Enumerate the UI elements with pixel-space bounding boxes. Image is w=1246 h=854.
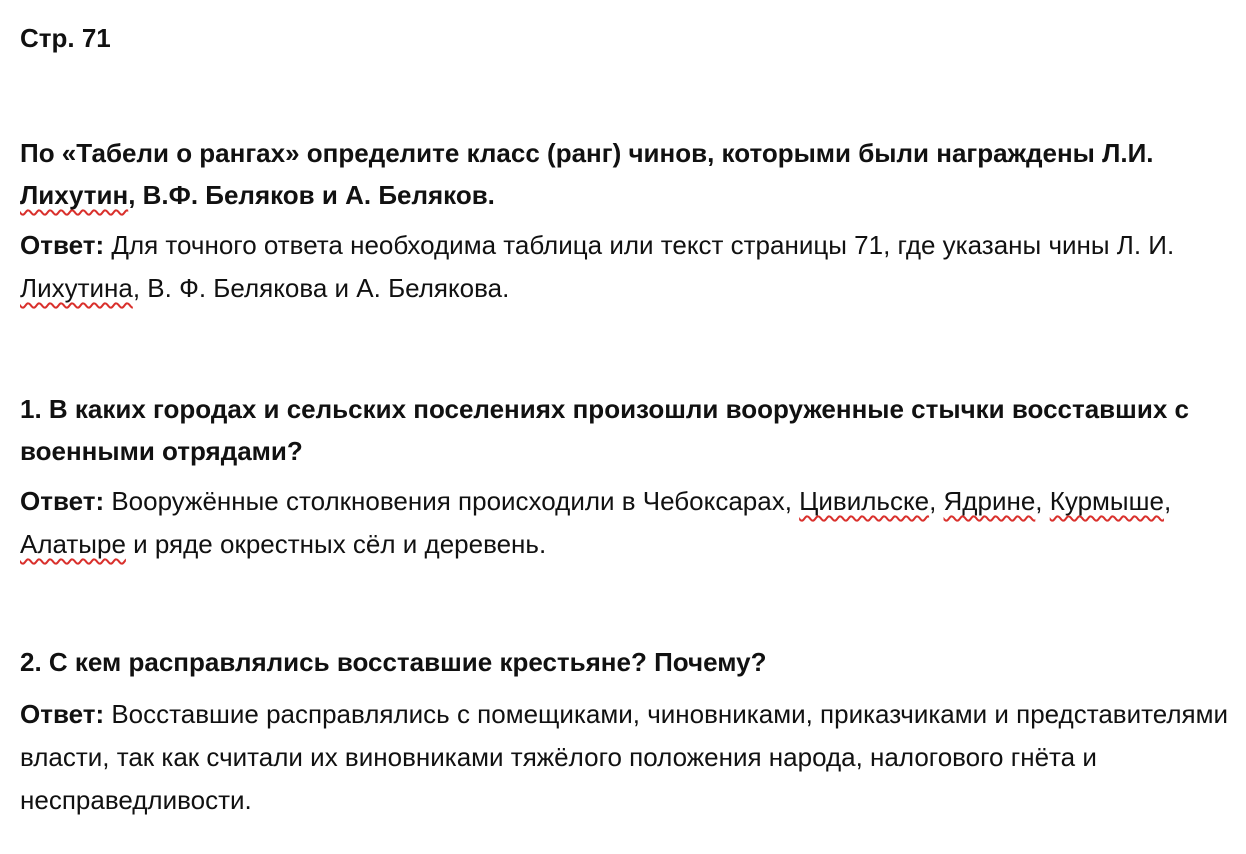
- answer-label: Ответ:: [20, 230, 105, 260]
- misspelled-word[interactable]: Лихутина: [20, 273, 133, 303]
- question-segment: По «Табели о рангах» определите класс (ранг) чинов, которыми были награждены Л.И.: [20, 138, 1154, 168]
- misspelled-word[interactable]: Курмыше: [1049, 486, 1164, 516]
- qa-block-1: [20, 388, 1235, 566]
- answer-segment: , В. Ф. Белякова и А. Белякова.: [132, 273, 510, 303]
- answer-label: Ответ:: [20, 486, 105, 516]
- qa-block-rank-table: [20, 132, 1235, 310]
- answer-segment: ,: [929, 486, 944, 516]
- qa-block-2: [20, 641, 1235, 822]
- page-number: Стр. 71: [20, 23, 111, 53]
- answer-segment: ,: [1163, 486, 1172, 516]
- misspelled-word[interactable]: Лихутин: [20, 180, 129, 210]
- answer-segment: Для точного ответа необходима таблица или текст страницы 71, где указаны чины Л. И.: [104, 230, 1175, 260]
- answer-text: [20, 693, 1235, 822]
- question-text: [20, 641, 1235, 683]
- answer-segment: и ряде окрестных сёл и деревень.: [125, 529, 547, 559]
- misspelled-word[interactable]: Алатыре: [20, 529, 126, 559]
- answer-text: [20, 480, 1235, 566]
- question-text: [20, 388, 1235, 472]
- question-segment: 2. С кем расправлялись восставшие крестьяне? Почему?: [20, 647, 767, 677]
- answer-segment: Восставшие расправлялись с помещиками, чиновниками, приказчиками и представителями власти, так как считали их виновниками тяжёлого положения народа, налогового гнёта и несправедливости.: [20, 699, 1228, 815]
- misspelled-word[interactable]: Цивильске: [799, 486, 930, 516]
- answer-text: [20, 224, 1235, 310]
- question-text: [20, 132, 1235, 216]
- question-segment: 1. В каких городах и сельских поселениях произошли вооруженные стычки восставших с военными отрядами?: [20, 394, 1189, 466]
- question-segment: , В.Ф. Беляков и А. Беляков.: [128, 180, 495, 210]
- answer-segment: ,: [1035, 486, 1050, 516]
- answer-segment: Вооружённые столкновения происходили в Чебоксарах,: [104, 486, 800, 516]
- answer-label: Ответ:: [20, 699, 105, 729]
- misspelled-word[interactable]: Ядрине: [943, 486, 1036, 516]
